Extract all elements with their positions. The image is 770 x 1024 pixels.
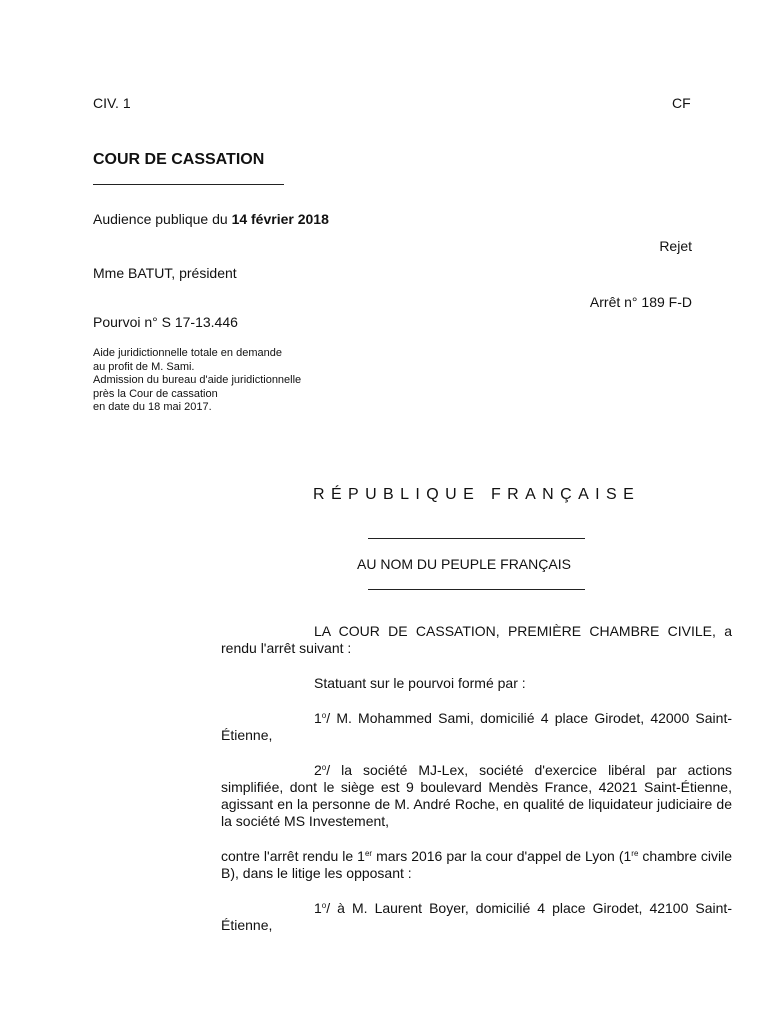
judgment-body — [221, 623, 732, 952]
audience-prefix: Audience publique du — [93, 211, 232, 227]
pourvoi-paragraph: Statuant sur le pourvoi formé par : — [314, 675, 526, 691]
legal-aid-line: près la Cour de cassation — [93, 387, 218, 400]
contre-paragraph: contre l'arrêt rendu le 1er mars 2016 par la cour d'appel de Lyon (1re chambre civile B), dans le litige les opposant : — [221, 848, 732, 881]
party-paragraph: 1$^o$/ M. Mohammed Sami, domicilié 4 place Girodet, 42000 Saint-Étienne, — [221, 710, 732, 743]
president-line: Mme BATUT, président — [93, 265, 237, 281]
separator-rule-bottom — [368, 589, 585, 590]
legal-aid-line: Aide juridictionnelle totale en demande — [93, 347, 282, 359]
legal-aid-note — [93, 347, 301, 415]
court-title: COUR DE CASSATION — [93, 151, 265, 168]
pourvoi-number: Pourvoi n° S 17-13.446 — [93, 314, 238, 330]
au-nom-heading: AU NOM DU PEUPLE FRANÇAIS — [357, 556, 571, 572]
legal-aid-line: au profit de M. Sami. — [93, 360, 195, 373]
title-underline — [93, 184, 284, 185]
party-paragraph: 2$^o$/ la société MJ-Lex, société d'exercice libéral par actions simplifiée, dont le siège est 9 boulevard Mendès France, 42021 Saint-Étienne, agissant en la personne de M. André Roche, en qualité de liquidateur judiciaire de la société MS Investement, — [221, 762, 732, 829]
intro-paragraph: LA COUR DE CASSATION, PREMIÈRE CHAMBRE CIVILE, a rendu l'arrêt suivant : — [221, 623, 732, 656]
republique-heading: RÉPUBLIQUE FRANÇAISE — [313, 486, 641, 503]
chamber-code: CIV. 1 — [93, 95, 131, 111]
clerk-initials: CF — [672, 95, 691, 111]
legal-aid-line: en date du 18 mai 2017. — [93, 401, 212, 413]
audience-line — [93, 211, 329, 228]
decision-outcome: Rejet — [659, 238, 692, 254]
legal-aid-line: Admission du bureau d'aide juridictionnelle — [93, 374, 302, 386]
audience-date: 14 février 2018 — [231, 211, 329, 227]
arret-number: Arrêt n° 189 F-D — [589, 294, 692, 310]
opponent-paragraph: 1$^o$/ à M. Laurent Boyer, domicilié 4 place Girodet, 42100 Saint-Étienne, — [221, 900, 732, 933]
separator-rule-top — [368, 538, 585, 539]
